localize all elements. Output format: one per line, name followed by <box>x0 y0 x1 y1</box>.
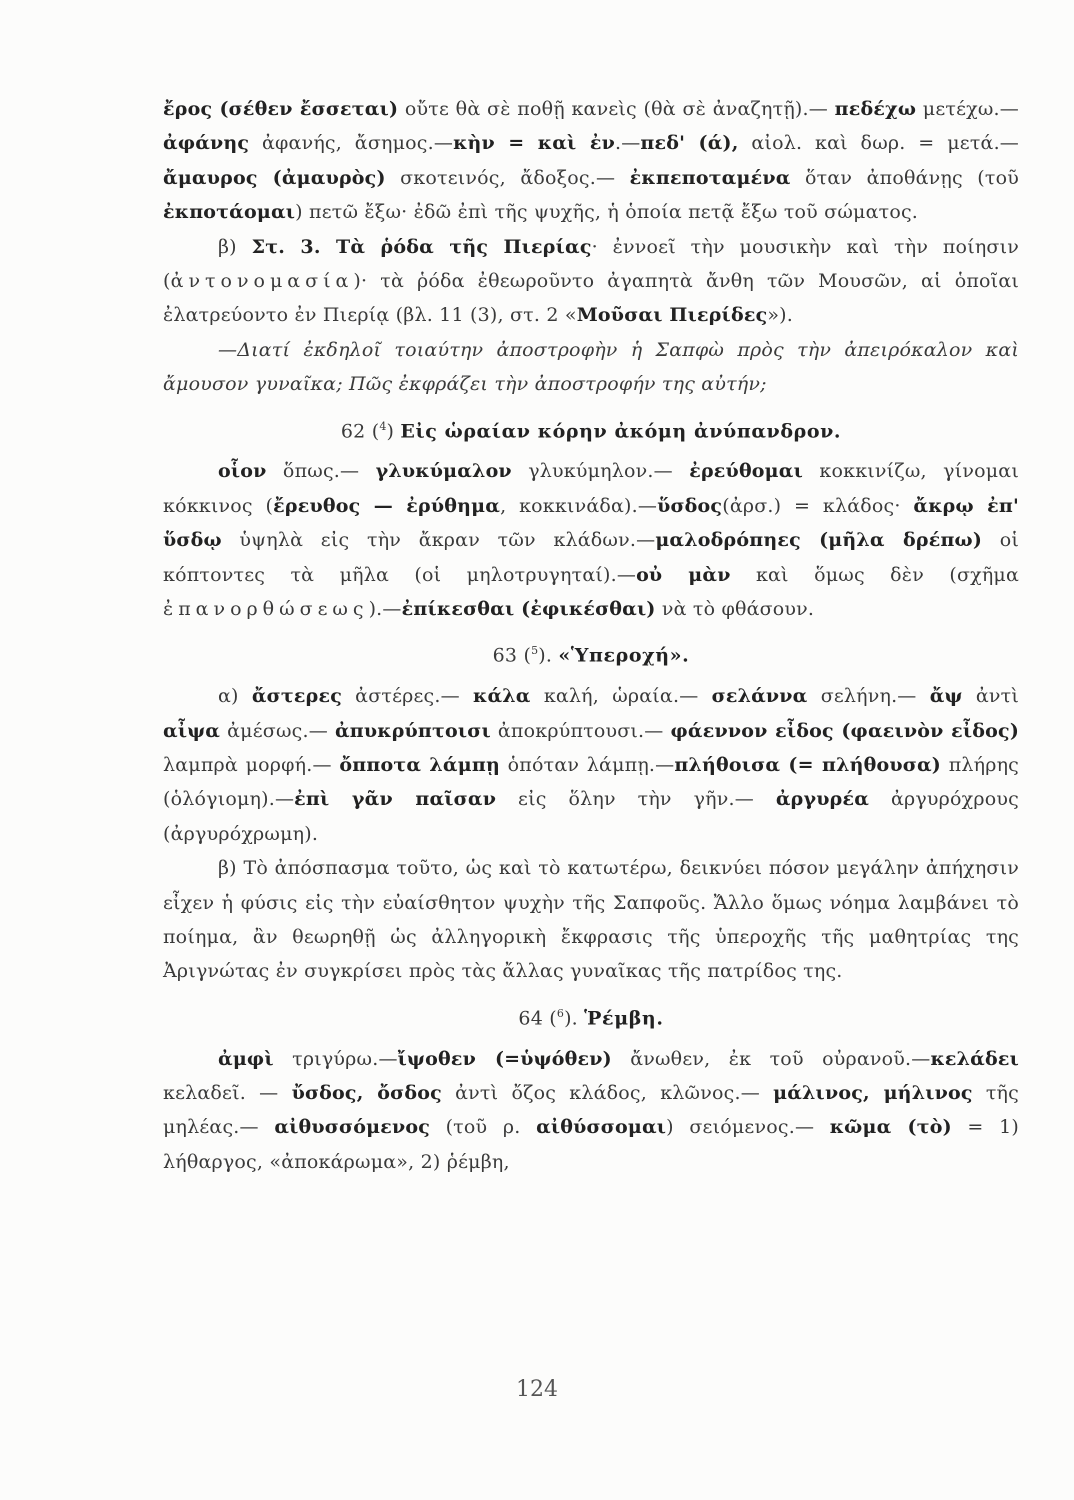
term: κὴν = καὶ ἐν <box>453 132 615 155</box>
footnote-ref: 5 <box>531 644 539 658</box>
gloss: οὔτε θὰ σὲ ποθῇ κανεὶς (θὰ σὲ ἀναζητῇ).— <box>398 98 835 120</box>
gloss: σελήνη.— <box>807 685 930 708</box>
term: ἔρευθος — ἐρύθημα <box>273 494 501 517</box>
gloss: κελαδεῖ. — <box>163 1081 292 1104</box>
poem-heading-64 <box>163 997 1019 1036</box>
term: ἄψ <box>929 685 963 708</box>
gloss: .— <box>614 132 641 155</box>
gloss: κοκκινίζω, γίνομαι κόκκινος ( <box>163 460 1019 517</box>
gloss: ὅταν ἀποθάνῃς (τοῦ <box>790 166 1019 189</box>
term: κῶμα (τὸ) <box>829 1116 952 1139</box>
gloss: ἀφανής, ἄσημος.— <box>249 132 454 155</box>
paragraph-question: —Διατί ἐκδηλοῖ τοιαύτην ἀποστροφὴν ἡ Σαπφὼ πρὸς τὴν ἀπειρόκαλον καὶ ἄμουσον γυναῖκα; Πῶς ἐκφράζει τὴν ἀποστροφήν της αὐτήν; <box>163 338 1019 396</box>
gloss: ὁπόταν λάμπῃ.— <box>499 753 675 776</box>
page-text <box>163 92 1019 1179</box>
gloss: ἀποκρύπτουσι.— <box>490 719 671 742</box>
gloss: ὑψηλὰ εἰς τὴν ἄκραν τῶν κλάδων.— <box>221 529 656 552</box>
gloss: σκοτεινός, ἄδοξος.— <box>385 166 630 189</box>
gloss: νὰ τὸ φθάσουν. <box>655 598 815 621</box>
term: ἴψοθεν (=ὑψόθεν) <box>397 1047 612 1070</box>
term: κελάδει <box>930 1047 1020 1070</box>
term: ὄπποτα λάμπῃ <box>339 753 500 776</box>
term: ἄκρῳ ἐπ' ὕσδῳ <box>163 494 1019 552</box>
gloss: οἱ κόπτοντες τὰ μῆλα (οἱ μηλοτρυγηταί).— <box>163 529 1019 586</box>
page-number: 124 <box>516 1377 558 1402</box>
term: ἄστερες <box>251 685 342 708</box>
gloss: ἄνωθεν, ἐκ τοῦ οὐρανοῦ.— <box>611 1047 931 1070</box>
paragraph-glossary-64 <box>163 1042 1019 1180</box>
term: οὐ μὰν <box>636 563 731 586</box>
term: ἐκποτάομαι <box>163 201 296 224</box>
poem-number-close: ). <box>564 1007 585 1030</box>
term: μάλινος, μήλινος <box>773 1081 973 1104</box>
gloss: »). <box>767 304 794 327</box>
term: ἀμφὶ <box>218 1047 274 1070</box>
gloss: ἀργυρόχρους (ἀργυρόχρωμη). <box>163 788 1019 845</box>
term: ἄμαυρος (ἀμαυρὸς) <box>163 166 386 189</box>
gloss: τριγύρω.— <box>273 1047 398 1070</box>
gloss: ).— <box>368 598 402 621</box>
note-label: α) <box>218 685 252 708</box>
gloss: καλή, ὡραία.— <box>530 685 712 708</box>
term: αἰθύσσομαι <box>536 1116 667 1139</box>
poem-number-close: ) <box>386 419 401 442</box>
term: μαλοδρόπηες (μῆλα δρέπω) <box>655 529 983 552</box>
paragraph-note-b-63: β) Τὸ ἀπόσπασμα τοῦτο, ὡς καὶ τὸ κατωτέρω, δεικνύει πόσον μεγάλην ἀπήχησιν εἶχεν ἡ φύσις εἰς τὴν εὐαίσθητον ψυχὴν τῆς Σαπφοῦς. Ἄλλο ὅμως νόημα λαμβάνει τὸ ποίημα, ἂν θεωρηθῇ ὡς ἀλληγορικὴ ἔκφρασις τῆς ὑπεροχῆς τῆς μαθητρίας της Ἀριγνώτας ἐν συγκρίσει πρὸς τὰς ἄλλας γυναῖκας τῆς πατρίδος της. <box>163 857 1019 983</box>
term: Στ. 3. Τὰ ῥόδα τῆς Πιερίας <box>251 235 592 258</box>
poem-number: 64 ( <box>518 1007 557 1030</box>
gloss: πλήρης (ὁλόγιομη).— <box>163 753 1020 811</box>
term: ἔρος (σέθεν ἔσσεται) <box>163 98 399 120</box>
footnote-ref: 4 <box>379 419 387 433</box>
gloss: ἀμέσως.— <box>220 719 335 742</box>
term: οἷον <box>218 460 267 483</box>
term: ἐρεύθομαι <box>689 460 804 483</box>
term: ἐπίκεσθαι (ἐφικέσθαι) <box>401 598 656 621</box>
term: ὕσδος <box>657 494 723 517</box>
poem-number: 63 ( <box>492 644 532 667</box>
gloss: ) σειόμενος.— <box>666 1116 830 1139</box>
term: ἐκπεποταμένα <box>629 166 791 189</box>
poem-title: «Ὑπεροχή». <box>558 644 690 667</box>
term: φάεννον εἶδος (φαεινὸν εἶδος) <box>670 719 1020 742</box>
gloss: )· τὰ ῥόδα ἐθεωροῦντο ἀγαπητὰ ἄνθη τῶν Μουσῶν, αἱ ὁποῖαι ἐλατρεύοντο ἐν Πιερίᾳ (βλ. 11 (3), στ. 2 « <box>163 270 1019 327</box>
gloss: · ἐννοεῖ τὴν μουσικὴν καὶ τὴν ποίησιν ( <box>163 235 1019 293</box>
gloss: τῆς μηλέας.— <box>163 1081 1019 1139</box>
term: αἰθυσσόμενος <box>274 1116 430 1139</box>
term: ἀπυκρύπτοισι <box>334 719 491 742</box>
poem-title: Ῥέμβη. <box>584 1007 664 1030</box>
term: ἀφάνης <box>163 132 250 155</box>
gloss: ἀντὶ ὄζος κλάδος, κλῶνος.— <box>441 1081 774 1104</box>
poem-number-close: ). <box>538 644 559 667</box>
note-label: β) <box>218 235 252 258</box>
term: ἀργυρέα <box>775 788 870 811</box>
term: κάλα <box>473 685 531 708</box>
term: ὔσδος, ὄσδος <box>291 1081 442 1104</box>
gloss: ἀστέρες.— <box>341 685 474 708</box>
paragraph-glossary-63 <box>163 679 1019 851</box>
gloss: εἰς ὅλην τὴν γῆν.— <box>496 788 776 811</box>
gloss: γλυκύμηλον.— <box>511 460 690 483</box>
term: πεδ' (ά), <box>640 132 739 155</box>
poem-title: Εἰς ὡραίαν κόρην ἀκόμη ἀνύπανδρον. <box>400 419 842 442</box>
paragraph-glossary-62 <box>163 454 1019 626</box>
paragraph-note-b <box>163 230 1019 333</box>
poem-number: 62 ( <box>340 419 380 442</box>
gloss: ἀντὶ <box>962 685 1019 708</box>
gloss: (ἀρσ.) = κλάδος· <box>722 494 914 517</box>
gloss: (τοῦ ρ. <box>429 1116 537 1139</box>
term: σελάννα <box>711 685 808 708</box>
spaced-term: ἐπανορθώσεως <box>163 598 369 621</box>
gloss: μετέχω.— <box>916 98 1019 120</box>
gloss: ὅπως.— <box>266 460 376 483</box>
gloss: = 1) λήθαργος, «ἀποκάρωμα», 2) ῥέμβη, <box>163 1116 1019 1173</box>
paragraph-glossary-61 <box>163 92 1019 230</box>
term: γλυκύμαλον <box>375 460 512 483</box>
gloss: λαμπρὰ μορφή.— <box>163 753 340 776</box>
gloss: αἰολ. καὶ δωρ. = μετά.— <box>738 132 1020 155</box>
term: πεδέχω <box>834 98 917 120</box>
term: αἶψα <box>163 719 221 742</box>
poem-heading-63 <box>163 634 1019 673</box>
term: Μοῦσαι Πιερίδες <box>576 304 768 327</box>
term: ἐπὶ γᾶν παῖσαν <box>294 788 497 811</box>
poem-heading-62 <box>163 410 1019 449</box>
gloss: , κοκκινάδα).— <box>500 494 658 517</box>
term: πλήθοισα (= πλήθουσα) <box>674 753 942 776</box>
gloss: καὶ ὅμως δὲν (σχῆμα <box>730 563 1019 586</box>
spaced-term: ἀντονομασία <box>170 270 354 293</box>
footnote-ref: 6 <box>556 1006 565 1020</box>
gloss: ) πετῶ ἔξω· ἐδῶ ἐπὶ τῆς ψυχῆς, ἡ ὁποία πετᾷ ἔξω τοῦ σώματος. <box>295 201 919 224</box>
